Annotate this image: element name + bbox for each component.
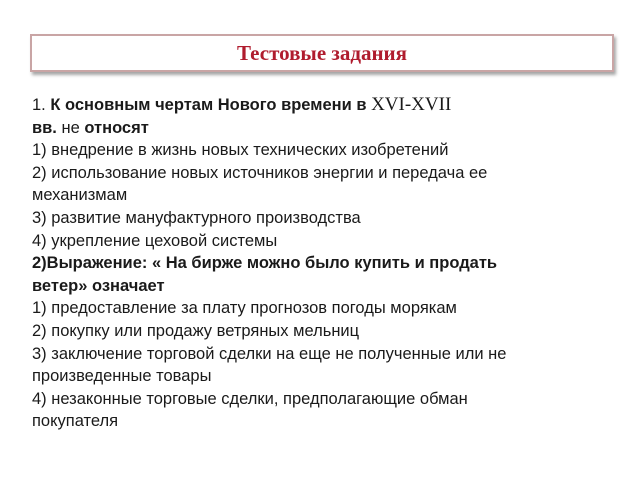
question-2-option: 2) покупку или продажу ветряных мельниц <box>32 321 360 340</box>
question-1-option: 1) внедрение в жизнь новых технических изобретений <box>32 141 449 160</box>
title-box <box>30 34 614 72</box>
question-2-option: 4) незаконные торговые сделки, предполагающие обман <box>32 389 468 408</box>
question-2-option: 3) заключение торговой сделки на еще не полученные или не <box>32 344 507 363</box>
question-1-option: 2) использование новых источников энергии и передача ее <box>32 163 488 182</box>
question-2-line-2 <box>32 275 622 298</box>
question-1-text-part2: вв. <box>32 118 57 137</box>
question-1-century: XVI-XVII <box>371 94 452 115</box>
question-2-option: произведенные товары <box>32 367 212 386</box>
question-1-negation: не <box>61 118 80 137</box>
question-1-text-part1: К основным чертам Нового времени в <box>50 96 367 114</box>
question-2-option: 1) предоставление за плату прогнозов погоды морякам <box>32 299 457 318</box>
quiz-content <box>32 94 622 433</box>
question-1-option: 4) укрепление цеховой системы <box>32 231 278 250</box>
question-1-line-1 <box>32 94 622 117</box>
question-2-line-1 <box>32 252 622 275</box>
question-2-text: 2)Выражение: « На бирже можно было купить и продать <box>32 254 498 273</box>
question-1-text-part3: относят <box>84 118 149 137</box>
question-2-text: ветер» означает <box>32 276 165 295</box>
question-2-option: покупателя <box>32 412 119 431</box>
question-1-option: механизмам <box>32 186 128 205</box>
page-title: Тестовые задания <box>236 40 408 65</box>
question-1-number: 1. <box>32 96 46 114</box>
question-1-option: 3) развитие мануфактурного производства <box>32 208 361 227</box>
question-1-line-2 <box>32 117 622 140</box>
